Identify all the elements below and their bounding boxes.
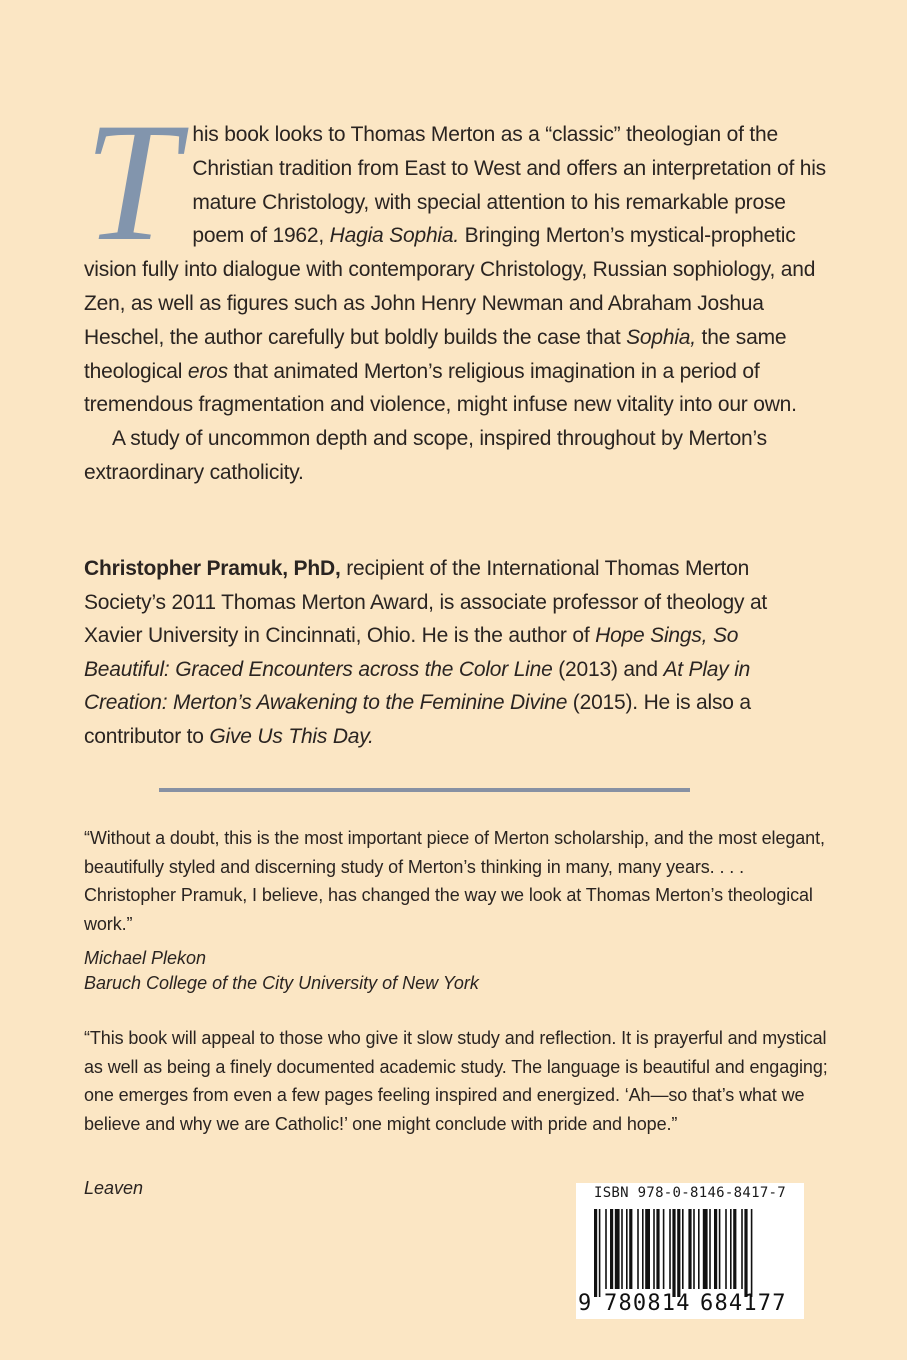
barcode-digits-right: 684177 [700, 1291, 787, 1316]
barcode-bar [642, 1209, 644, 1289]
barcode-bar [741, 1209, 743, 1289]
description-paragraph-1: This book looks to Thomas Merton as a “classic” theologian of the Christian tradition from East to West and offers an interpretation of his mature Christology, with special attention to his remarkable prose poem of 1962, Hagia Sophia. Bringing Merton’s mystical-prophetic vision fully into dialogue with contemporary Christology, Russian sophiology, and Zen, as well as figures such as John Henry Newman and Abraham Joshua Heschel, the author carefully but boldly builds the case that Sophia, the same theological eros that animated Merton’s religious imagination in a period of tremendous fragmentation and violence, might infuse new vitality into our own. [84, 88, 826, 417]
book-title: Hope Sings, So Beautiful: Graced Encounters across the Color Line [84, 624, 739, 681]
barcode-bar [698, 1209, 700, 1289]
barcode-bar [610, 1209, 613, 1289]
barcode-bar [709, 1209, 711, 1289]
barcode-bar [629, 1209, 632, 1289]
barcode-bar [703, 1209, 708, 1289]
description-paragraph-2: A study of uncommon depth and scope, inspired throughout by Merton’s extraordinary catholicity. [84, 427, 767, 484]
divider-rule [159, 788, 690, 792]
drop-cap: T [84, 88, 179, 276]
barcode-bar [599, 1209, 601, 1297]
barcode-bar [663, 1209, 665, 1289]
endorser-name: Michael Plekon [84, 948, 207, 968]
barcode-bar [744, 1209, 747, 1297]
barcode-bar [672, 1209, 675, 1297]
barcode-digits-left: 780814 [604, 1291, 691, 1316]
book-description [84, 88, 830, 490]
barcode-bar [594, 1209, 597, 1297]
barcode-bar [653, 1209, 655, 1289]
endorser-affiliation: Baruch College of the City University of New York [84, 973, 479, 993]
barcode-bars [576, 1209, 804, 1297]
book-title: Give Us This Day. [209, 724, 374, 748]
endorsement-quote-2: “This book will appeal to those who give it slow study and reflection. It is prayerful and mystical as well as being a finely documented academic study. The language is beautiful and engaging; one emerges from even a few pages feeling inspired and energized. ‘Ah—so that’s what we believe and why we are Catholic!’ one might conclude with pride and hope.” [84, 1028, 828, 1134]
isbn-barcode [576, 1183, 804, 1319]
barcode-bar [605, 1209, 607, 1289]
barcode-bar [730, 1209, 732, 1289]
author-name: Christopher Pramuk, PhD, [84, 557, 341, 580]
barcode-bar [656, 1209, 659, 1289]
barcode-bar [682, 1209, 684, 1289]
barcode-bar [688, 1209, 691, 1289]
term-sophia: Sophia, [626, 325, 696, 349]
barcode-bar [714, 1209, 717, 1289]
barcode-digit-first: 9 [578, 1291, 592, 1316]
barcode-bar [733, 1209, 736, 1289]
barcode-bar [621, 1209, 623, 1289]
barcode-bar [615, 1209, 620, 1289]
term-eros: eros [187, 359, 228, 383]
barcode-bar [693, 1209, 695, 1289]
barcode-bar [719, 1209, 721, 1289]
endorser-name: Leaven [84, 1178, 144, 1198]
book-title: At Play in Creation: Merton’s Awakening to the Feminine Divine [84, 657, 751, 714]
endorsement-quote-1: “Without a doubt, this is the most important piece of Merton scholarship, and the most elegant, beautifully styled and discerning study of Merton’s thinking in many, many years. . . . Christopher Pramuk, I believe, has changed the way we look at Thomas Merton’s theological work.” [84, 828, 825, 934]
barcode-bar [751, 1209, 753, 1297]
barcode-bar [677, 1209, 680, 1297]
title-hagia-sophia: Hagia Sophia. [329, 224, 459, 248]
barcode-bar [645, 1209, 650, 1289]
endorsement-attribution-1 [84, 946, 479, 996]
barcode-bar [669, 1209, 671, 1289]
barcode-bar [725, 1209, 727, 1289]
author-bio: Christopher Pramuk, PhD, recipient of the International Thomas Merton Society’s 2011 Thomas Merton Award, is associate professor of theology at Xavier University in Cincinnati, Ohio. He is the author of Hope Sings, So Beautiful: Graced Encounters across the Color Line (2013) and At Play in Creation: Merton’s Awakening to the Feminine Divine (2015). He is also a contributor to Give Us This Day. [84, 557, 768, 748]
barcode-bar [637, 1209, 639, 1289]
barcode-bar [626, 1209, 628, 1289]
isbn-label: ISBN 978-0-8146-8417-7 [593, 1185, 787, 1201]
